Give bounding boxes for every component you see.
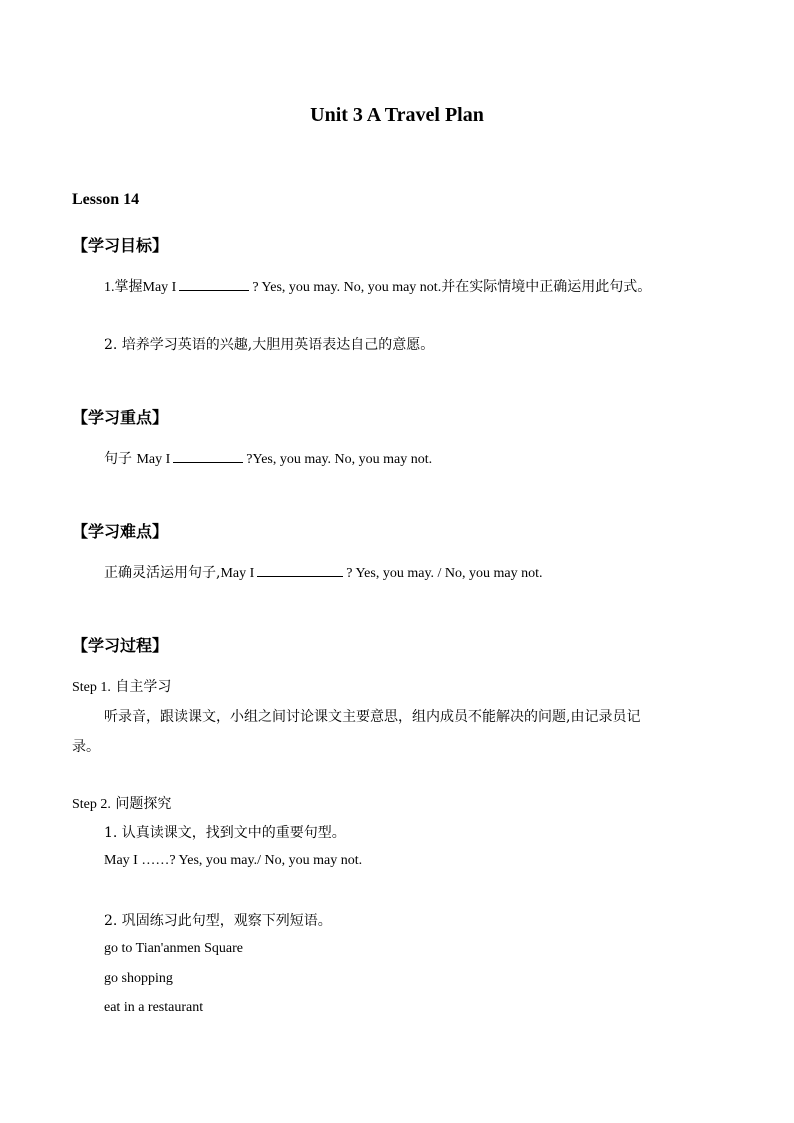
difficulties-english: May I [220,566,255,581]
step-1-text-line-2: 录。 [72,739,100,755]
process-heading: 【学习过程】 [72,636,169,655]
objective-1-prefix: 掌握 [114,279,143,295]
step-1-heading [72,676,171,696]
phrase-item: go shopping [104,971,173,986]
objective-1-chinese: 并在实际情境中正确运用此句式。 [441,279,652,295]
lesson-heading: Lesson 14 [72,191,140,208]
key-points-prefix: 句子 [104,451,132,467]
key-points-heading: 【学习重点】 [72,408,169,427]
step-1-text-line-1: 听录音，跟读课文，小组之间讨论课文主要意思，组内成员不能解决的问题,由记录员记 [104,709,641,725]
step-2-sentence-pattern: May I ……? Yes, you may./ No, you may not. [104,853,363,868]
objective-item-1 [104,276,651,296]
difficulties-heading: 【学习难点】 [72,522,169,541]
step-1-title: 自主学习 [115,679,172,695]
step-2-item-1: 1. 认真读课文，找到文中的重要句型。 [104,825,346,841]
objective-1-english: May I [142,280,177,295]
fill-blank [179,278,249,291]
objective-1-answers: ? Yes, you may. No, you may not. [252,280,442,295]
difficulties-sentence [104,562,543,582]
difficulties-prefix: 正确灵活运用句子, [104,565,221,581]
step-1-label: Step 1. [72,680,111,695]
fill-blank [173,450,243,463]
objective-item-2: 2. 培养学习英语的兴趣,大胆用英语表达自己的意愿。 [104,337,435,353]
step-2-label: Step 2. [72,797,111,812]
step-2-heading [72,793,171,813]
fill-blank [257,564,343,577]
difficulties-answers: ? Yes, you may. / No, you may not. [346,566,543,581]
objective-1-number: 1. [104,280,115,295]
key-points-answers: ?Yes, you may. No, you may not. [246,452,433,467]
step-2-title: 问题探究 [115,796,172,812]
step-2-item-2: 2. 巩固练习此句型，观察下列短语。 [104,913,332,929]
key-points-sentence [104,448,432,468]
phrase-item: go to Tian'anmen Square [104,941,244,956]
phrase-item: eat in a restaurant [104,1000,204,1015]
objectives-heading: 【学习目标】 [72,236,169,255]
key-points-english: May I [136,452,171,467]
document-title: Unit 3 A Travel Plan [310,104,484,126]
